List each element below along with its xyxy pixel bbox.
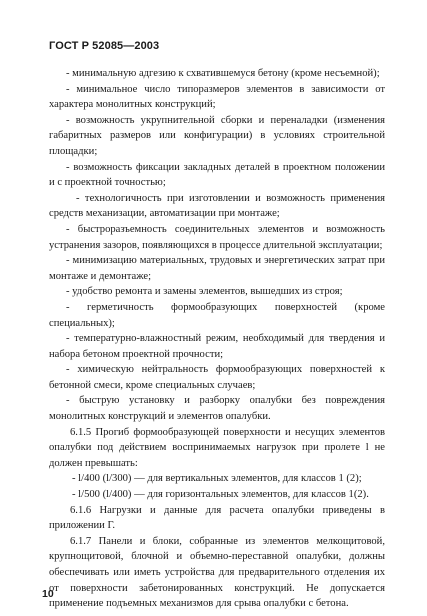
requirement-tightness: - герметичность формообразующих поверхностей (кроме специальных); [49, 301, 385, 329]
requirement-sizes: - минимальное число типоразмеров элементов в зависимости от характера монолитных конструкций; [49, 83, 385, 111]
requirement-adhesion: - минимальную адгезию к схватившемуся бетону (кроме несъемной); [66, 68, 380, 79]
requirement-assembly: - возможность укрупнительной сборки и переналадки (изменения габаритных размеров или конфигурации) в условиях строительной площадки; [49, 114, 385, 157]
requirement-chemical: - химическую нейтральность формообразующих поверхностей к бетонной смеси, кроме специальных случаев; [49, 364, 385, 391]
requirement-quick-release: - быстроразъемность соединительных элементов и возможность устранения зазоров, появляющихся в процессе длительной эксплуатации; [49, 223, 385, 251]
deflection-horizontal: - l/500 (l/400) — для горизонтальных элементов, для классов 1(2). [72, 489, 369, 501]
requirement-fixation: - возможность фиксации закладных деталей в проектном положении и с проектной точностью; [49, 161, 385, 189]
document-body [49, 66, 385, 612]
requirement-cost-minimization: - минимизацию материальных, трудовых и энергетических затрат при монтаже и демонтаже; [49, 255, 385, 282]
page-number: 10 [42, 588, 54, 600]
clause-6-1-5: 6.1.5 Прогиб формообразующей поверхности и несущих элементов опалубки под действием воспринимаемых нагрузок при пролете l не должен превышать: [49, 426, 385, 469]
document-code-header: ГОСТ Р 52085—2003 [49, 40, 160, 52]
requirement-installation: - быструю установку и разборку опалубки без повреждения монолитных конструкций и элементов опалубки. [49, 395, 385, 423]
requirement-temperature: - температурно-влажностный режим, необходимый для твердения и набора бетоном проектной прочности; [49, 333, 385, 360]
requirement-manufacturability: - технологичность при изготовлении и возможность применения средств механизации, автоматизации при монтаже; [49, 192, 385, 220]
clause-6-1-7: 6.1.7 Панели и блоки, собранные из элементов мелкощитовой, крупнощитовой, блочной и объемно-переставной опалубки, должны обеспечивать или иметь устройства для предварительного отделения их от поверхности забетонированных конструкций. Не допускается применение подъемных механизмов для срыва опалубки с бетона. [49, 535, 385, 610]
deflection-vertical: - l/400 (l/300) — для вертикальных элементов, для классов 1 (2); [72, 473, 362, 485]
requirement-repair: - удобство ремонта и замены элементов, вышедших из строя; [66, 286, 343, 298]
clause-6-1-6: 6.1.6 Нагрузки и данные для расчета опалубки приведены в приложении Г. [49, 504, 385, 532]
